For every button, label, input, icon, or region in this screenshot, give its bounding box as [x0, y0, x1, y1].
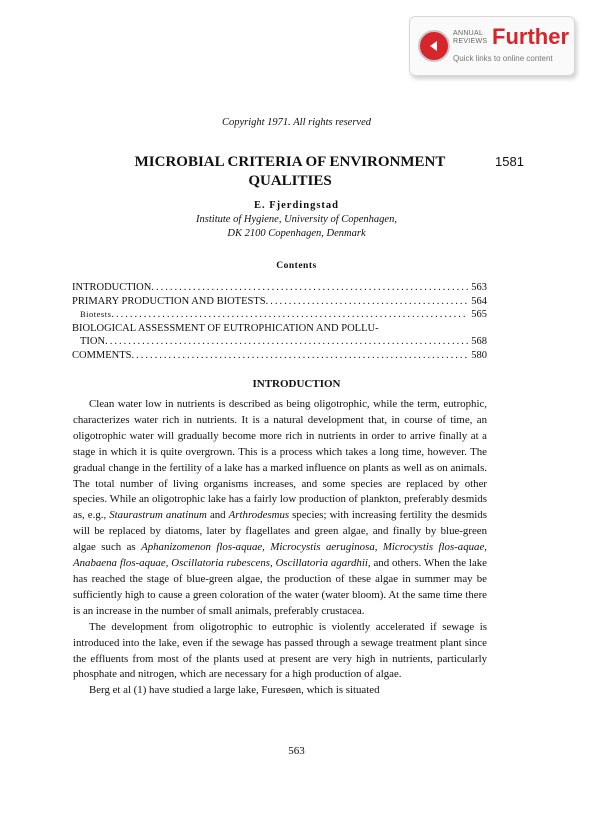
- paragraph-2: The development from oligotrophic to eutrophic is violently accelerated if sewage is introduced into the lake, even if the sewage has passed through a sewage treatment plant since the effluents from most of the plants used at present are very high in nutrients, particularly phosphate and nitrogen, which are necessary for a high production of algae.: [73, 620, 487, 681]
- affiliation: [0, 213, 593, 241]
- page-number: 563: [288, 745, 305, 757]
- further-word[interactable]: Further: [492, 24, 569, 49]
- paragraph-1: Clean water low in nutrients is described as being oligotrophic, while the term, eutrophic, characterizes water rich in nutrients. It is a natural development that, in course of time, an oligotrophic water will gradually become more rich in nutrients in order to arrive finally at a stage in which it is quite overgrown. This is a process which takes a long time, however. The gradual change in the fertility of a lake has a marked influence on plants as well as on animals. The total number of living organisms increases, and some species are replaced by other species. While an oligotrophic lake has a fairly low production of plankton, preferably desmids as, e.g., Staurastrum anatinum and Arthrodesmus species; with increasing fertility the desmids will be replaced by diatoms, later by flagellates and green algae, and finally by blue-green algae such as Aphanizomenon flos-aquae, Microcystis aeruginosa, Microcystis flos-aquae, Anabaena flos-aquae, Oscillatoria rubescens, Oscillatoria agardhii, and others. When the lake has reached the stage of blue-green algae, the production of these algae in summer may be sufficiently high to cause a green coloration of the water (water bloom). At the same time there is an increase in the number of small animals, preferably crustacea.: [73, 398, 488, 617]
- toc-label: COMMENTS: [72, 349, 132, 361]
- toc-entry-biotests[interactable]: [72, 308, 487, 322]
- title-line-2: QUALITIES: [248, 173, 332, 189]
- toc-entry-comments[interactable]: [72, 349, 487, 363]
- copyright-line: Copyright 1971. All rights reserved: [221, 117, 372, 128]
- toc-label: BIOLOGICAL ASSESSMENT OF EUTROPHICATION AND POLLU-: [72, 322, 379, 334]
- toc-label: INTRODUCTION: [72, 282, 152, 293]
- toc-label: Biotests: [80, 309, 112, 320]
- further-badge[interactable]: [409, 16, 575, 76]
- toc-label: PRIMARY PRODUCTION AND BIOTESTS: [72, 295, 266, 307]
- article-number: 1581: [495, 154, 524, 169]
- author-name: E. Fjerdingstad: [253, 200, 339, 211]
- affiliation-line-2: DK 2100 Copenhagen, Denmark: [227, 228, 366, 239]
- title-line-1: MICROBIAL CRITERIA OF ENVIRONMENT: [134, 154, 446, 170]
- article-title: [90, 153, 490, 191]
- section-heading-introduction: INTRODUCTION: [252, 378, 341, 390]
- toc-entry-biological-assessment[interactable]: [72, 322, 487, 336]
- paragraph-3: Berg et al (1) have studied a large lake, Furesøen, which is situated: [89, 684, 380, 697]
- toc-page: 580: [471, 349, 487, 361]
- toc-page: 564: [471, 295, 487, 307]
- toc-entry-biological-assessment-cont[interactable]: [72, 335, 487, 349]
- toc-page: 565: [471, 309, 487, 321]
- toc-page: 568: [471, 336, 487, 348]
- table-of-contents: [72, 281, 487, 363]
- toc-page: 563: [471, 282, 487, 293]
- play-icon[interactable]: [418, 30, 450, 62]
- contents-heading: Contents: [276, 261, 317, 271]
- annual-reviews-label: ANNUAL REVIEWS: [453, 30, 488, 45]
- toc-entry-introduction[interactable]: [72, 281, 487, 295]
- affiliation-line-1: Institute of Hygiene, University of Copenhagen,: [196, 214, 397, 225]
- body-text: [73, 397, 487, 699]
- toc-entry-primary-production[interactable]: [72, 295, 487, 309]
- further-subtitle: Quick links to online content: [453, 54, 553, 63]
- toc-label: TION: [80, 336, 106, 348]
